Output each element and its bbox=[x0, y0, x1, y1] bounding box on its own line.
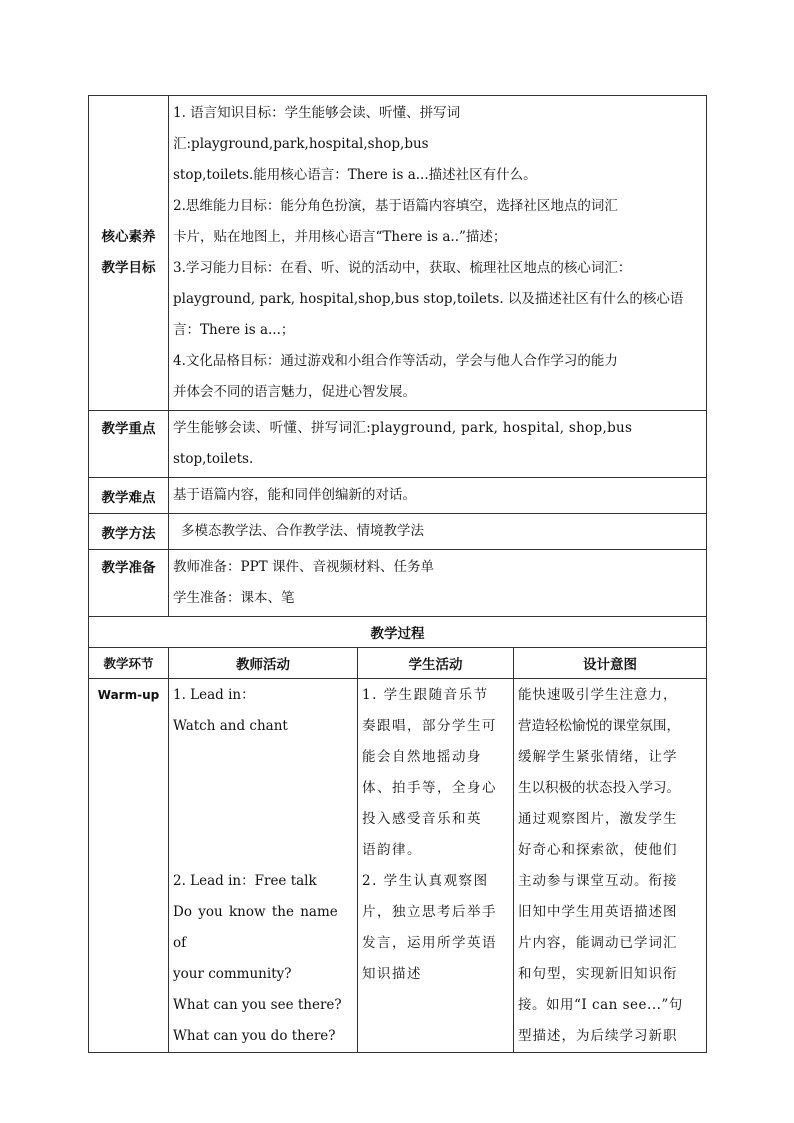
student-line: 投入感受音乐和英 bbox=[362, 811, 482, 827]
intent-line: 接。如用“I can see...”句 bbox=[518, 997, 683, 1013]
teacher-activity bbox=[169, 679, 358, 1053]
methods-label: 教学方法 bbox=[89, 514, 169, 550]
teacher-line: 2. Lead in：Free talk bbox=[173, 873, 317, 889]
intent-line: 片内容，能调动已学词汇 bbox=[518, 935, 678, 951]
goals-label-line1: 核心素养 bbox=[101, 229, 156, 245]
preparation-line: 教师准备：PPT 课件、音视频材料、任务单 bbox=[173, 559, 434, 575]
process-title: 教学过程 bbox=[89, 617, 707, 648]
goals-line: 言：There is a...； bbox=[173, 322, 295, 338]
phase-label: Warm-up bbox=[89, 679, 169, 1053]
student-line: 发言，运用所学英语 bbox=[362, 935, 497, 951]
methods-content bbox=[169, 514, 707, 550]
difficulties-text: 基于语篇内容，能和同伴创编新的对话。 bbox=[173, 487, 416, 503]
goals-line: 并体会不同的语言魅力，促进心智发展。 bbox=[173, 384, 416, 400]
goals-content bbox=[169, 96, 707, 411]
intent-line: 生以积极的状态投入学习。 bbox=[518, 780, 680, 796]
student-line: 1. 学生跟随音乐节 bbox=[362, 687, 489, 703]
key-points-line: stop,toilets. bbox=[173, 451, 254, 467]
methods-text: 多模态教学法、合作教学法、情境教学法 bbox=[181, 523, 424, 539]
goals-line: stop,toilets.能用核心语言：There is a...描述社区有什么。 bbox=[173, 167, 537, 183]
student-line: 语韵律。 bbox=[362, 842, 422, 858]
header-phase: 教学环节 bbox=[89, 648, 169, 679]
intent-line: 通过观察图片，激发学生 bbox=[518, 811, 678, 827]
intent-line: 缓解学生紧张情绪，让学 bbox=[518, 749, 678, 765]
design-intent bbox=[514, 679, 707, 1053]
difficulties-content bbox=[169, 478, 707, 514]
intent-line: 和句型，实现新旧知识衔 bbox=[518, 966, 678, 982]
goals-line: 4.文化品格目标：通过游戏和小组合作等活动，学会与他人合作学习的能力 bbox=[173, 353, 618, 369]
header-intent: 设计意图 bbox=[514, 648, 707, 679]
student-line: 奏跟唱，部分学生可 bbox=[362, 718, 497, 734]
goals-line: 卡片，贴在地图上，并用核心语言“There is a..”描述； bbox=[173, 229, 507, 245]
preparation-line: 学生准备：课本、笔 bbox=[173, 590, 295, 606]
teacher-line: Do you know the name of bbox=[173, 904, 338, 951]
student-line: 2. 学生认真观察图 bbox=[362, 873, 489, 889]
goals-label-line2: 教学目标 bbox=[101, 260, 156, 276]
goals-line: 2.思维能力目标：能分角色扮演，基于语篇内容填空，选择社区地点的词汇 bbox=[173, 198, 618, 214]
intent-line: 型描述，为后续学习新职 bbox=[518, 1028, 678, 1044]
key-points-line: 学生能够会读、听懂、拼写词汇:playground, park, hospital, shop,bus bbox=[173, 420, 633, 436]
warmup-row bbox=[89, 679, 707, 1053]
header-student: 学生活动 bbox=[358, 648, 514, 679]
goals-line: playground, park, hospital,shop,bus stop,toilets. 以及描述社区有什么的核心语 bbox=[173, 291, 684, 307]
teacher-line: Watch and chant bbox=[173, 718, 288, 734]
methods-row bbox=[89, 514, 707, 550]
difficulties-row bbox=[89, 478, 707, 514]
goals-row bbox=[89, 96, 707, 411]
goals-line: 1. 语言知识目标：学生能够会读、听懂、拼写词汇:playground,park,hospital,shop,bus bbox=[173, 105, 461, 152]
preparation-row bbox=[89, 550, 707, 617]
intent-line: 旧知中学生用英语描述图 bbox=[518, 904, 678, 920]
intent-line: 好奇心和探索欲，使他们 bbox=[518, 842, 678, 858]
goals-line: 3.学习能力目标：在看、听、说的活动中，获取、梳理社区地点的核心词汇： bbox=[173, 260, 632, 276]
header-teacher: 教师活动 bbox=[169, 648, 358, 679]
key-points-label: 教学重点 bbox=[89, 411, 169, 478]
teacher-line: What can you see there? bbox=[173, 997, 342, 1013]
difficulties-label: 教学难点 bbox=[89, 478, 169, 514]
teacher-line: What can you do there? bbox=[173, 1028, 336, 1044]
intent-line: 营造轻松愉悦的课堂氛围， bbox=[518, 718, 680, 734]
student-line: 知识描述 bbox=[362, 966, 422, 982]
student-activity bbox=[358, 679, 514, 1053]
intent-line: 能快速吸引学生注意力， bbox=[518, 687, 678, 703]
lesson-plan-page bbox=[88, 95, 706, 1053]
student-line: 体、拍手等，全身心 bbox=[362, 780, 497, 796]
preparation-label: 教学准备 bbox=[89, 550, 169, 617]
teacher-line: your community? bbox=[173, 966, 292, 982]
goals-label bbox=[89, 96, 169, 411]
teacher-line: 1. Lead in： bbox=[173, 687, 255, 703]
lesson-plan-table bbox=[88, 95, 707, 1053]
key-points-row bbox=[89, 411, 707, 478]
student-line: 能会自然地摇动身 bbox=[362, 749, 482, 765]
preparation-content bbox=[169, 550, 707, 617]
process-header-row bbox=[89, 648, 707, 679]
key-points-content bbox=[169, 411, 707, 478]
process-title-row bbox=[89, 617, 707, 648]
student-line: 片，独立思考后举手 bbox=[362, 904, 497, 920]
intent-line: 主动参与课堂互动。衔接 bbox=[518, 873, 678, 889]
